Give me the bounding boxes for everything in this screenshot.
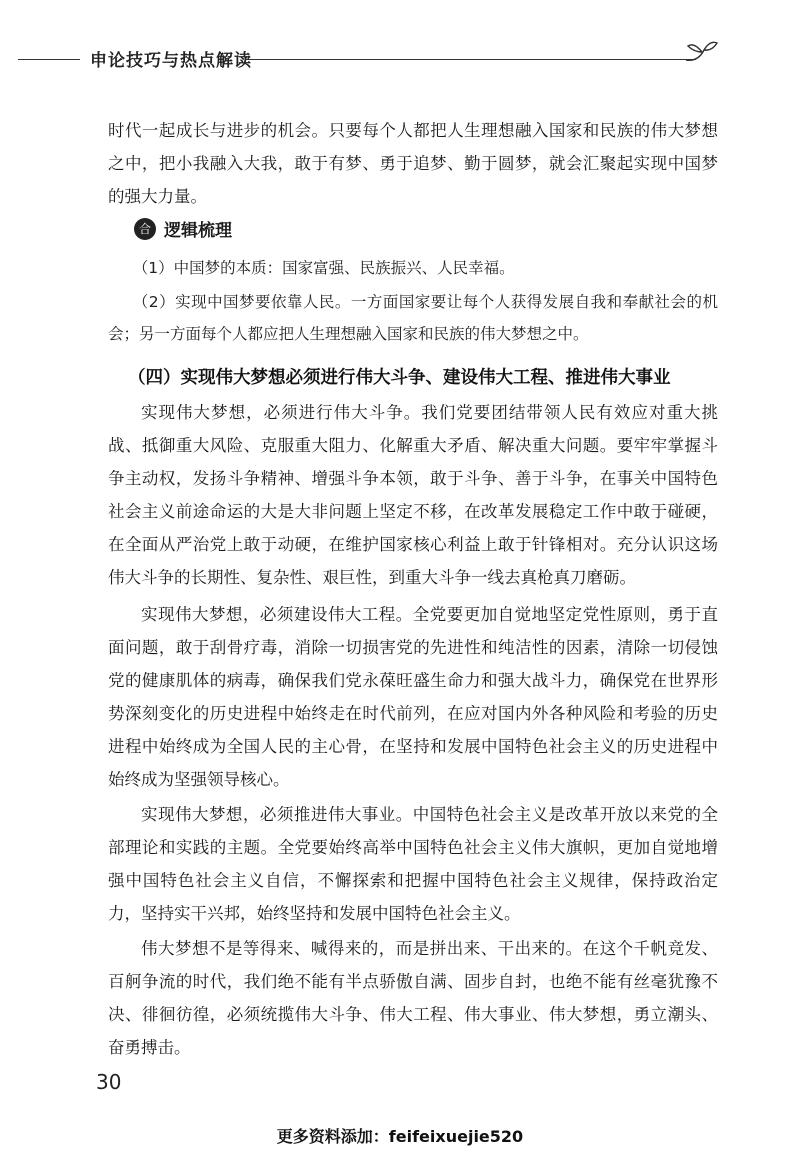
logic-section-heading	[134, 216, 232, 244]
section-four-paragraph-2: 实现伟大梦想，必须建设伟大工程。全党要更加自觉地坚定党性原则，勇于直面问题，敢于刮骨疗毒，消除一切损害党的先进性和纯洁性的因素，清除一切侵蚀党的健康肌体的病毒，确保我们党永葆旺盛生命力和强大战斗力，确保党在世界形势深刻变化的历史进程中始终走在时代前列，在应对国内外各种风险和考验的历史进程中始终成为全国人民的主心骨，在坚持和发展中国特色社会主义的历史进程中始终成为坚强领导核心。	[108, 605, 718, 789]
watermark-text: 更多资料添加：feifeixuejie520	[276, 1127, 524, 1146]
logic-item-2: （2）实现中国梦要依靠人民。一方面国家要让每个人获得发展自我和奉献社会的机会；另一方面每个人都应把人生理想融入国家和民族的伟大梦想之中。	[108, 293, 718, 343]
header-rule-left	[18, 59, 80, 60]
section-four-paragraph-1: 实现伟大梦想，必须进行伟大斗争。我们党要团结带领人民有效应对重大挑战、抵御重大风险、克服重大阻力、化解重大矛盾、解决重大问题。要牢牢掌握斗争主动权，发扬斗争精神、增强斗争本领，敢于斗争、善于斗争，在事关中国特色社会主义前途命运的大是大非问题上坚定不移，在改革发展稳定工作中敢于碰硬，在全面从严治党上敢于动硬，在维护国家核心利益上敢于针锋相对。充分认识这场伟大斗争的长期性、复杂性、艰巨性，到重大斗争一线去真枪真刀磨砺。	[108, 403, 718, 587]
logic-section-title: 逻辑梳理	[164, 221, 232, 241]
logic-item-1: （1）中国梦的本质：国家富强、民族振兴、人民幸福。	[132, 259, 515, 277]
intro-paragraph: 时代一起成长与进步的机会。只要每个人都把人生理想融入国家和民族的伟大梦想之中，把小我融入大我，敢于有梦、勇于追梦、勤于圆梦，就会汇聚起实现中国梦的强大力量。	[108, 121, 718, 206]
header-rule-right	[246, 59, 696, 60]
header-title: 申论技巧与热点解读	[90, 51, 252, 71]
section-four-paragraph-4: 伟大梦想不是等得来、喊得来的，而是拼出来、干出来的。在这个千帆竞发、百舸争流的时代，我们绝不能有半点骄傲自满、固步自封，也绝不能有丝毫犹豫不决、徘徊彷徨，必须统揽伟大斗争、伟大工程、伟大事业、伟大梦想，勇立潮头、奋勇搏击。	[108, 939, 718, 1057]
page-number: 30	[96, 1070, 122, 1094]
running-header	[0, 38, 800, 78]
sprout-icon	[684, 38, 720, 68]
logic-badge-icon: 合	[134, 218, 156, 240]
section-four-paragraph-3: 实现伟大梦想，必须推进伟大事业。中国特色社会主义是改革开放以来党的全部理论和实践的主题。全党要始终高举中国特色社会主义伟大旗帜，更加自觉地增强中国特色社会主义自信，不懈探索和把握中国特色社会主义规律，保持政治定力，坚持实干兴邦，始终坚持和发展中国特色社会主义。	[108, 805, 718, 923]
section-four-heading: （四）实现伟大梦想必须进行伟大斗争、建设伟大工程、推进伟大事业	[128, 368, 671, 388]
